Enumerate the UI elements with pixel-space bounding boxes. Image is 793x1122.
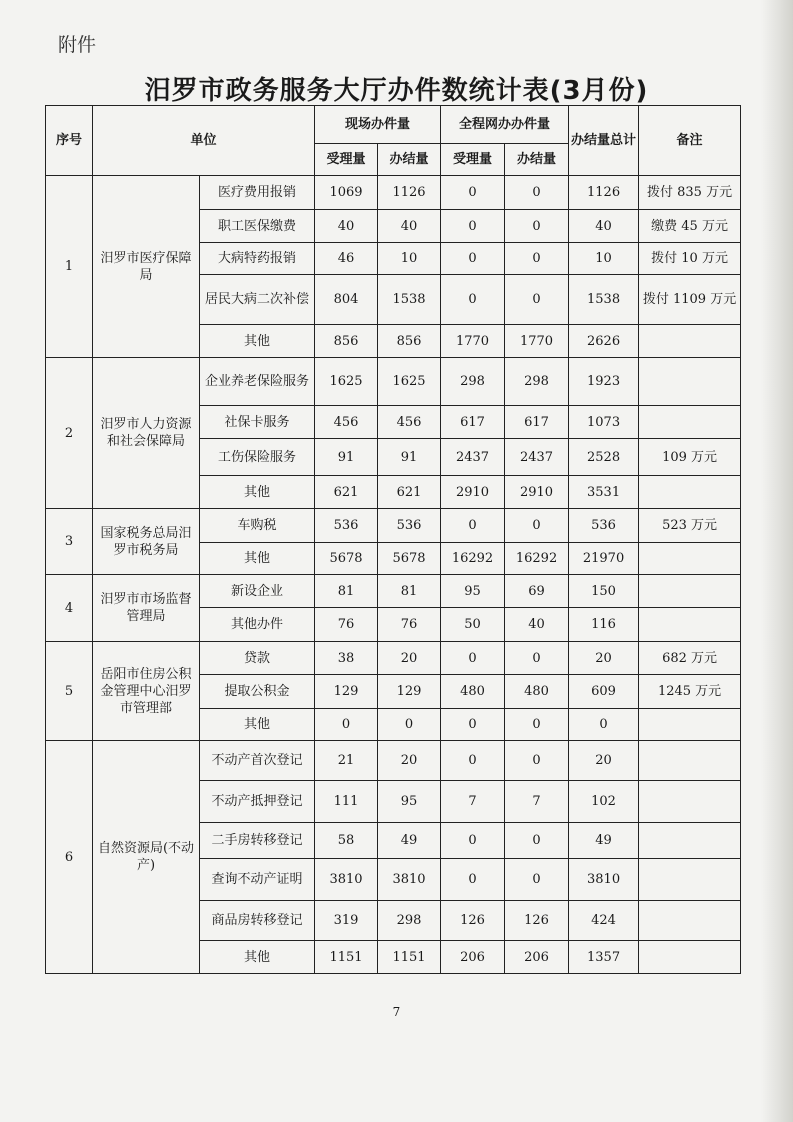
onsite-completed: 3810 bbox=[378, 859, 441, 901]
online-accepted: 298 bbox=[441, 358, 505, 406]
group-unit: 汨罗市人力资源和社会保障局 bbox=[93, 358, 200, 509]
row-item: 其他 bbox=[200, 325, 315, 358]
online-accepted: 480 bbox=[441, 675, 505, 709]
row-note bbox=[639, 823, 741, 859]
online-completed: 480 bbox=[505, 675, 569, 709]
onsite-accepted: 536 bbox=[315, 509, 378, 543]
onsite-accepted: 1069 bbox=[315, 176, 378, 210]
row-note: 拨付 1109 万元 bbox=[639, 275, 741, 325]
group-unit: 自然资源局(不动产) bbox=[93, 741, 200, 974]
row-note bbox=[639, 741, 741, 781]
onsite-accepted: 0 bbox=[315, 709, 378, 741]
online-accepted: 0 bbox=[441, 176, 505, 210]
row-note bbox=[639, 941, 741, 974]
onsite-completed: 76 bbox=[378, 608, 441, 642]
online-completed: 126 bbox=[505, 901, 569, 941]
online-completed: 617 bbox=[505, 406, 569, 439]
online-completed: 0 bbox=[505, 709, 569, 741]
onsite-accepted: 621 bbox=[315, 476, 378, 509]
group-seq: 5 bbox=[46, 642, 93, 741]
total-completed: 49 bbox=[569, 823, 639, 859]
onsite-completed: 5678 bbox=[378, 543, 441, 575]
online-completed: 40 bbox=[505, 608, 569, 642]
header-unit: 单位 bbox=[93, 106, 315, 176]
group-seq: 3 bbox=[46, 509, 93, 575]
row-note bbox=[639, 901, 741, 941]
online-completed: 0 bbox=[505, 859, 569, 901]
online-completed: 0 bbox=[505, 243, 569, 275]
onsite-accepted: 804 bbox=[315, 275, 378, 325]
total-completed: 536 bbox=[569, 509, 639, 543]
onsite-accepted: 76 bbox=[315, 608, 378, 642]
total-completed: 1923 bbox=[569, 358, 639, 406]
row-item: 其他 bbox=[200, 476, 315, 509]
annex-label: 附件 bbox=[58, 34, 97, 56]
online-accepted: 0 bbox=[441, 275, 505, 325]
row-note: 523 万元 bbox=[639, 509, 741, 543]
table-header bbox=[46, 106, 741, 176]
online-accepted: 0 bbox=[441, 859, 505, 901]
onsite-completed: 0 bbox=[378, 709, 441, 741]
online-completed: 0 bbox=[505, 509, 569, 543]
online-accepted: 50 bbox=[441, 608, 505, 642]
header-total: 办结量总计 bbox=[569, 106, 639, 176]
onsite-accepted: 21 bbox=[315, 741, 378, 781]
total-completed: 2528 bbox=[569, 439, 639, 476]
total-completed: 40 bbox=[569, 210, 639, 243]
onsite-accepted: 1151 bbox=[315, 941, 378, 974]
row-note: 109 万元 bbox=[639, 439, 741, 476]
total-completed: 2626 bbox=[569, 325, 639, 358]
online-completed: 206 bbox=[505, 941, 569, 974]
onsite-completed: 20 bbox=[378, 741, 441, 781]
onsite-completed: 81 bbox=[378, 575, 441, 608]
onsite-completed: 10 bbox=[378, 243, 441, 275]
total-completed: 609 bbox=[569, 675, 639, 709]
onsite-completed: 40 bbox=[378, 210, 441, 243]
header-online-accepted: 受理量 bbox=[441, 144, 505, 176]
onsite-accepted: 40 bbox=[315, 210, 378, 243]
row-note bbox=[639, 709, 741, 741]
header-onsite: 现场办件量 bbox=[315, 106, 441, 144]
row-note bbox=[639, 476, 741, 509]
row-note bbox=[639, 406, 741, 439]
row-item: 新设企业 bbox=[200, 575, 315, 608]
row-item: 其他办件 bbox=[200, 608, 315, 642]
total-completed: 150 bbox=[569, 575, 639, 608]
onsite-accepted: 5678 bbox=[315, 543, 378, 575]
online-completed: 0 bbox=[505, 741, 569, 781]
row-item: 商品房转移登记 bbox=[200, 901, 315, 941]
page-edge-shadow bbox=[761, 0, 793, 1122]
online-accepted: 1770 bbox=[441, 325, 505, 358]
row-item: 其他 bbox=[200, 941, 315, 974]
row-item: 职工医保缴费 bbox=[200, 210, 315, 243]
online-accepted: 95 bbox=[441, 575, 505, 608]
onsite-accepted: 81 bbox=[315, 575, 378, 608]
group-unit: 汨罗市医疗保障局 bbox=[93, 176, 200, 358]
onsite-completed: 1151 bbox=[378, 941, 441, 974]
total-completed: 21970 bbox=[569, 543, 639, 575]
online-accepted: 206 bbox=[441, 941, 505, 974]
row-note bbox=[639, 608, 741, 642]
onsite-completed: 1625 bbox=[378, 358, 441, 406]
row-item: 贷款 bbox=[200, 642, 315, 675]
total-completed: 1073 bbox=[569, 406, 639, 439]
onsite-completed: 95 bbox=[378, 781, 441, 823]
online-completed: 16292 bbox=[505, 543, 569, 575]
total-completed: 102 bbox=[569, 781, 639, 823]
row-note: 拨付 10 万元 bbox=[639, 243, 741, 275]
group-seq: 6 bbox=[46, 741, 93, 974]
group-seq: 1 bbox=[46, 176, 93, 358]
online-accepted: 617 bbox=[441, 406, 505, 439]
row-note bbox=[639, 781, 741, 823]
header-onsite-completed: 办结量 bbox=[378, 144, 441, 176]
group-seq: 4 bbox=[46, 575, 93, 642]
table-row bbox=[46, 741, 741, 781]
online-accepted: 16292 bbox=[441, 543, 505, 575]
row-note: 1245 万元 bbox=[639, 675, 741, 709]
total-completed: 3810 bbox=[569, 859, 639, 901]
total-completed: 116 bbox=[569, 608, 639, 642]
online-accepted: 0 bbox=[441, 741, 505, 781]
row-note bbox=[639, 575, 741, 608]
row-note bbox=[639, 859, 741, 901]
onsite-accepted: 91 bbox=[315, 439, 378, 476]
row-note: 682 万元 bbox=[639, 642, 741, 675]
row-item: 车购税 bbox=[200, 509, 315, 543]
onsite-accepted: 38 bbox=[315, 642, 378, 675]
table-row bbox=[46, 509, 741, 543]
total-completed: 1126 bbox=[569, 176, 639, 210]
row-item: 其他 bbox=[200, 543, 315, 575]
onsite-accepted: 46 bbox=[315, 243, 378, 275]
table-row bbox=[46, 575, 741, 608]
row-note: 拨付 835 万元 bbox=[639, 176, 741, 210]
total-completed: 424 bbox=[569, 901, 639, 941]
row-note bbox=[639, 358, 741, 406]
onsite-completed: 129 bbox=[378, 675, 441, 709]
onsite-accepted: 856 bbox=[315, 325, 378, 358]
row-item: 工伤保险服务 bbox=[200, 439, 315, 476]
online-completed: 0 bbox=[505, 275, 569, 325]
online-completed: 1770 bbox=[505, 325, 569, 358]
onsite-completed: 536 bbox=[378, 509, 441, 543]
online-accepted: 0 bbox=[441, 709, 505, 741]
header-note: 备注 bbox=[639, 106, 741, 176]
onsite-completed: 621 bbox=[378, 476, 441, 509]
row-item: 医疗费用报销 bbox=[200, 176, 315, 210]
online-accepted: 126 bbox=[441, 901, 505, 941]
table-row bbox=[46, 642, 741, 675]
group-unit: 汨罗市市场监督管理局 bbox=[93, 575, 200, 642]
online-accepted: 2910 bbox=[441, 476, 505, 509]
onsite-accepted: 111 bbox=[315, 781, 378, 823]
online-accepted: 0 bbox=[441, 243, 505, 275]
row-item: 提取公积金 bbox=[200, 675, 315, 709]
online-completed: 0 bbox=[505, 823, 569, 859]
row-item: 社保卡服务 bbox=[200, 406, 315, 439]
group-unit: 岳阳市住房公积金管理中心汨罗市管理部 bbox=[93, 642, 200, 741]
total-completed: 10 bbox=[569, 243, 639, 275]
onsite-completed: 49 bbox=[378, 823, 441, 859]
row-item: 大病特药报销 bbox=[200, 243, 315, 275]
online-accepted: 0 bbox=[441, 210, 505, 243]
online-accepted: 0 bbox=[441, 642, 505, 675]
row-item: 不动产首次登记 bbox=[200, 741, 315, 781]
total-completed: 1357 bbox=[569, 941, 639, 974]
group-seq: 2 bbox=[46, 358, 93, 509]
table-row bbox=[46, 176, 741, 210]
onsite-completed: 1538 bbox=[378, 275, 441, 325]
online-completed: 69 bbox=[505, 575, 569, 608]
group-unit: 国家税务总局汨罗市税务局 bbox=[93, 509, 200, 575]
onsite-accepted: 1625 bbox=[315, 358, 378, 406]
onsite-completed: 91 bbox=[378, 439, 441, 476]
online-completed: 298 bbox=[505, 358, 569, 406]
online-completed: 0 bbox=[505, 642, 569, 675]
onsite-accepted: 319 bbox=[315, 901, 378, 941]
row-item: 二手房转移登记 bbox=[200, 823, 315, 859]
online-accepted: 0 bbox=[441, 509, 505, 543]
online-accepted: 2437 bbox=[441, 439, 505, 476]
total-completed: 3531 bbox=[569, 476, 639, 509]
onsite-completed: 298 bbox=[378, 901, 441, 941]
row-item: 企业养老保险服务 bbox=[200, 358, 315, 406]
onsite-completed: 856 bbox=[378, 325, 441, 358]
onsite-accepted: 58 bbox=[315, 823, 378, 859]
row-item: 其他 bbox=[200, 709, 315, 741]
total-completed: 20 bbox=[569, 642, 639, 675]
header-online: 全程网办办件量 bbox=[441, 106, 569, 144]
total-completed: 0 bbox=[569, 709, 639, 741]
online-completed: 0 bbox=[505, 176, 569, 210]
onsite-completed: 1126 bbox=[378, 176, 441, 210]
onsite-completed: 456 bbox=[378, 406, 441, 439]
row-note bbox=[639, 325, 741, 358]
onsite-accepted: 3810 bbox=[315, 859, 378, 901]
online-completed: 2437 bbox=[505, 439, 569, 476]
onsite-accepted: 456 bbox=[315, 406, 378, 439]
online-completed: 2910 bbox=[505, 476, 569, 509]
page-number: 7 bbox=[392, 1005, 401, 1019]
online-completed: 0 bbox=[505, 210, 569, 243]
online-completed: 7 bbox=[505, 781, 569, 823]
row-item: 居民大病二次补偿 bbox=[200, 275, 315, 325]
header-onsite-accepted: 受理量 bbox=[315, 144, 378, 176]
header-online-completed: 办结量 bbox=[505, 144, 569, 176]
statistics-table bbox=[45, 105, 741, 974]
row-note bbox=[639, 543, 741, 575]
header-seq: 序号 bbox=[46, 106, 93, 176]
onsite-completed: 20 bbox=[378, 642, 441, 675]
row-item: 不动产抵押登记 bbox=[200, 781, 315, 823]
table-body bbox=[46, 176, 741, 974]
row-note: 缴费 45 万元 bbox=[639, 210, 741, 243]
total-completed: 20 bbox=[569, 741, 639, 781]
online-accepted: 0 bbox=[441, 823, 505, 859]
onsite-accepted: 129 bbox=[315, 675, 378, 709]
document-title: 汨罗市政务服务大厅办件数统计表(3月份) bbox=[144, 76, 649, 106]
total-completed: 1538 bbox=[569, 275, 639, 325]
row-item: 查询不动产证明 bbox=[200, 859, 315, 901]
table-row bbox=[46, 358, 741, 406]
online-accepted: 7 bbox=[441, 781, 505, 823]
